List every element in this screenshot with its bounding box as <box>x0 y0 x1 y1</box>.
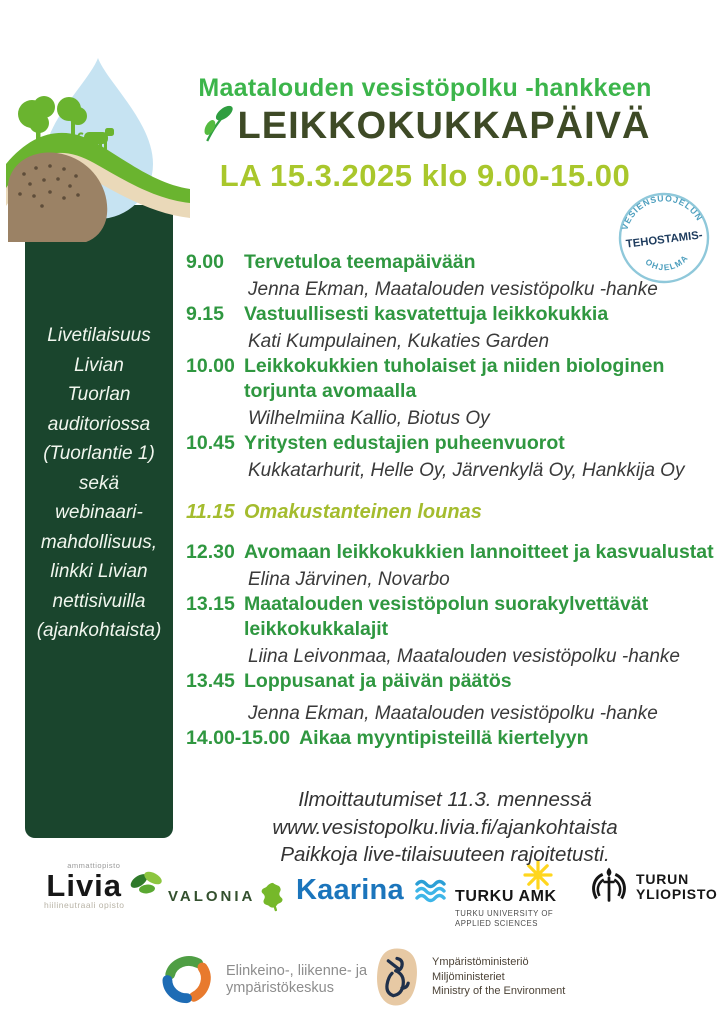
turku-amk-logo <box>455 860 557 929</box>
venue-line: Tuorlan <box>67 384 131 405</box>
registration-note: Paikkoja live-tilaisuuteen rajoitetusti. <box>280 843 610 866</box>
program-title: Loppusanat ja päivän päätös <box>244 670 512 692</box>
program-time: 10.45 <box>186 432 235 454</box>
kaarina-logo <box>296 874 452 907</box>
venue-line: webinaari- <box>55 502 143 523</box>
livia-logo-top-text: ammattiopisto <box>67 861 121 870</box>
program-time: 9.00 <box>186 251 224 273</box>
venue-line: mahdollisuus, <box>40 531 158 553</box>
program-speaker: Jenna Ekman, Maatalouden vesistöpolku -hanke <box>248 703 658 724</box>
ministry-line3: Ministry of the Environment <box>432 985 566 998</box>
program-item <box>186 250 722 275</box>
ministry-line2: Miljöministeriet <box>432 970 505 983</box>
venue-line: linkki Livian <box>50 561 148 582</box>
ely-swirl-icon <box>158 952 216 1008</box>
ely-keskus-logo <box>158 952 367 1008</box>
venue-line: auditoriossa <box>47 413 151 435</box>
venue-line: (Tuorlantie 1) <box>43 443 155 464</box>
program-item <box>186 669 722 694</box>
program-item-lunch <box>186 500 722 525</box>
program-speaker: Liina Leivonmaa, Maatalouden vesistöpolku -hanke <box>248 646 680 667</box>
ministry-line1: Ympäristöministeriö <box>432 956 529 969</box>
program-time: 12.30 <box>186 541 235 563</box>
venue-info <box>25 321 173 646</box>
registration-info <box>190 786 700 869</box>
program-item <box>186 354 722 404</box>
registration-url: www.vesistopolku.livia.fi/ajankohtaista <box>272 815 618 839</box>
program-time: 13.15 <box>186 593 235 615</box>
livia-leaves-icon <box>128 868 164 900</box>
program-time: 10.00 <box>186 355 235 377</box>
program-item <box>186 431 722 456</box>
finnish-lion-emblem-icon <box>372 946 422 1008</box>
livia-logo-bottom-text: hiilineutraali opisto <box>44 899 125 910</box>
turun-yliopisto-line1: TURUN <box>636 871 689 887</box>
program-title: Vastuullisesti kasvatettuja leikkokukkia <box>244 303 609 325</box>
program-time: 9.15 <box>186 303 224 325</box>
waterdrop-farm-illustration <box>6 52 190 242</box>
event-date: LA 15.3.2025 klo 9.00-15.00 <box>219 158 631 193</box>
valonia-logo <box>168 880 287 912</box>
poster-header <box>180 74 670 194</box>
badge-middle-text: TEHOSTAMIS- <box>625 229 704 251</box>
program-item <box>186 592 722 642</box>
program-speaker: Kukkatarhurit, Helle Oy, Järvenkylä Oy, Hankkija Oy <box>248 460 685 481</box>
valonia-oakleaf-icon <box>259 880 287 912</box>
turku-amk-sub1: TURKU UNIVERSITY OF <box>455 909 554 918</box>
program-title: Yritysten edustajien puheenvuorot <box>244 432 565 454</box>
program-time: 13.45 <box>186 670 235 692</box>
venue-line: (ajankohtaista) <box>36 620 162 641</box>
registration-deadline: Ilmoittautumiset 11.3. mennessä <box>298 788 592 811</box>
ely-line1: Elinkeino-, liikenne- ja <box>226 962 368 979</box>
program-time: 11.15 <box>186 501 235 523</box>
livia-logo <box>44 862 164 909</box>
project-name: Maatalouden vesistöpolku -hankkeen <box>198 74 652 102</box>
program-item <box>186 726 722 751</box>
program-speaker: Wilhelmiina Kallio, Biotus Oy <box>248 408 490 429</box>
turku-amk-sub2: APPLIED SCIENCES <box>455 919 538 928</box>
program-time: 14.00-15.00 <box>186 727 291 749</box>
leaf-icon <box>200 102 236 144</box>
event-title: LEIKKOKUKKAPÄIVÄ <box>237 105 651 147</box>
program-speaker: Kati Kumpulainen, Kukaties Garden <box>248 331 550 352</box>
venue-line: Livetilaisuus <box>47 325 151 346</box>
program-item <box>186 540 722 565</box>
program-speaker: Elina Järvinen, Novarbo <box>248 569 450 590</box>
winged-torch-icon <box>588 866 630 908</box>
turun-yliopisto-logo <box>588 866 718 908</box>
ely-line2: ympäristökeskus <box>226 980 334 996</box>
turun-yliopisto-line2: YLIOPISTO <box>636 886 718 902</box>
livia-logo-name: Livia <box>46 867 123 903</box>
ministry-environment-logo <box>372 946 565 1008</box>
program-title: Leikkokukkien tuholaiset ja niiden biologinen torjunta avomaalla <box>244 355 665 402</box>
program-title: Omakustanteinen lounas <box>244 501 482 523</box>
program-item <box>186 302 722 327</box>
program-title: Tervetuloa teemapäivään <box>244 251 476 273</box>
badge-arc-top-text: VESIENSUOJELUN <box>619 193 705 232</box>
kaarina-logo-name: Kaarina <box>296 874 404 906</box>
venue-line: Livian <box>74 354 124 376</box>
turku-amk-name: TURKU AMK <box>455 888 557 905</box>
kaarina-waves-icon <box>414 878 452 904</box>
badge-arc-bottom-text: OHJELMA <box>643 252 691 273</box>
program-title: Maatalouden vesistöpolun suorakylvettävät leikkokukkalajit <box>244 593 649 640</box>
program-speaker: Jenna Ekman, Maatalouden vesistöpolku -hanke <box>248 279 658 300</box>
venue-sidebar <box>25 205 173 838</box>
venue-line: nettisivuilla <box>52 590 146 612</box>
valonia-logo-name: VALONIA <box>168 887 256 905</box>
program-title: Aikaa myyntipisteillä kiertelyyn <box>299 727 589 749</box>
venue-line: sekä <box>78 472 120 494</box>
program-title: Avomaan leikkokukkien lannoitteet ja kasvualustat <box>244 541 714 563</box>
program-schedule <box>186 250 722 753</box>
